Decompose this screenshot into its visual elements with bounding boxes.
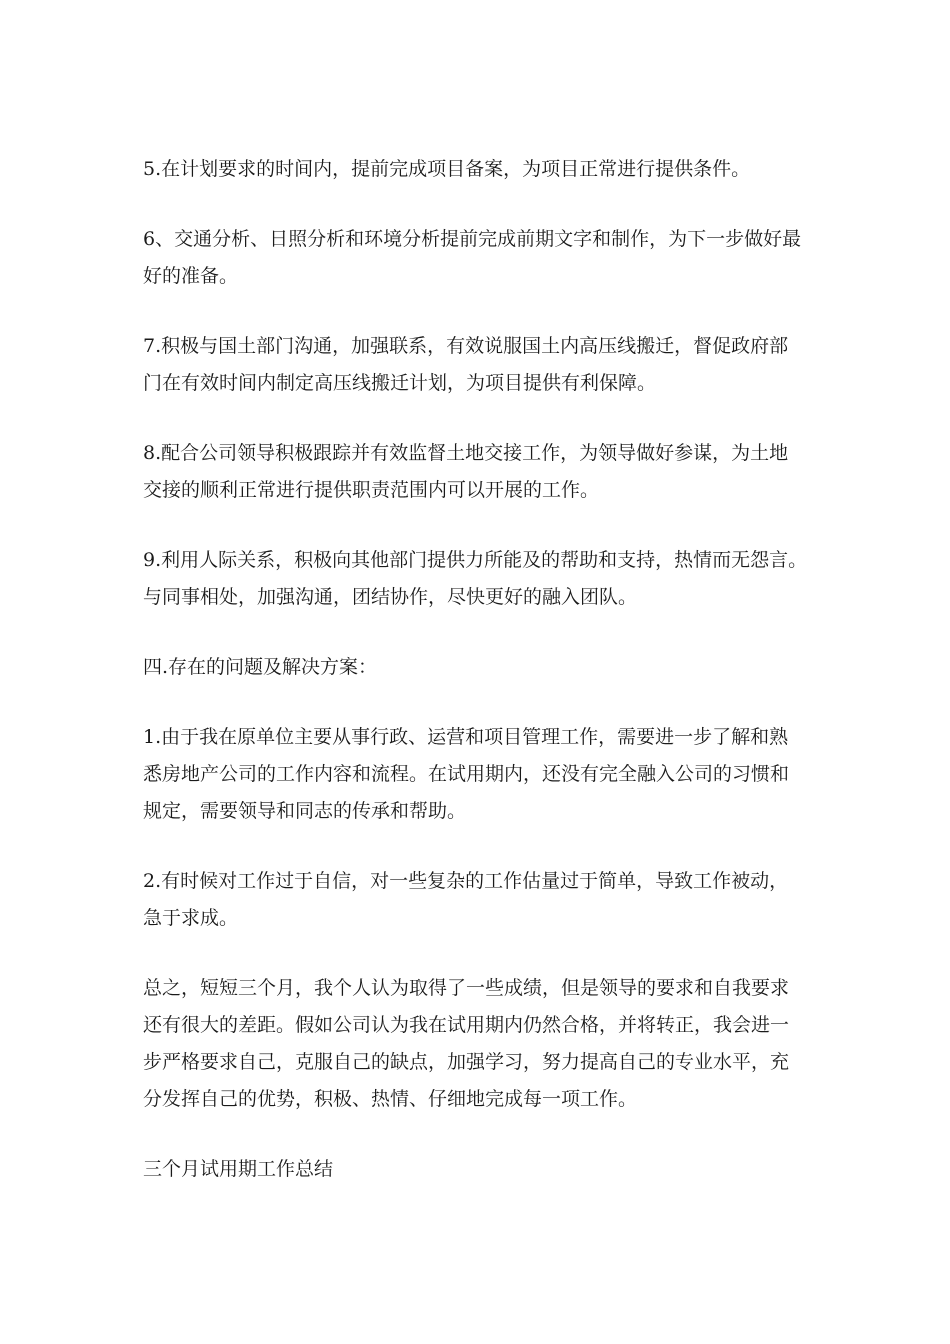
text-line: 总之，短短三个月，我个人认为取得了一些成绩，但是领导的要求和自我要求: [143, 977, 790, 999]
problem-item-2: [143, 863, 823, 937]
text-line: 2.有时候对工作过于自信，对一些复杂的工作估量过于简单，导致工作被动，: [143, 870, 789, 892]
text-line: 7.积极与国土部门沟通，加强联系，有效说服国土内高压线搬迁，督促政府部: [143, 335, 789, 357]
paragraph-item-9: [143, 542, 823, 616]
text-line: 5.在计划要求的时间内，提前完成项目备案，为项目正常进行提供条件。: [143, 158, 751, 180]
text-line: 分发挥自己的优势，积极、热情、仔细地完成每一项工作。: [143, 1088, 638, 1110]
heading-text: 四.存在的问题及解决方案：: [143, 656, 378, 678]
text-line: 还有很大的差距。假如公司认为我在试用期内仍然合格，并将转正，我会进一: [143, 1014, 790, 1036]
conclusion-paragraph: [143, 970, 823, 1118]
text-line: 8.配合公司领导积极跟踪并有效监督土地交接工作，为领导做好参谋，为土地: [143, 442, 789, 464]
section-heading: [143, 649, 823, 686]
text-line: 门在有效时间内制定高压线搬迁计划，为项目提供有利保障。: [143, 372, 657, 394]
text-line: 9.利用人际关系，积极向其他部门提供力所能及的帮助和支持，热情而无怨言。: [143, 549, 808, 571]
text-line: 6、交通分析、日照分析和环境分析提前完成前期文字和制作，为下一步做好最: [143, 228, 802, 250]
paragraph-item-8: [143, 435, 823, 509]
paragraph-item-5: [143, 151, 823, 188]
document-body: [143, 151, 823, 1221]
text-line: 规定，需要领导和同志的传承和帮助。: [143, 800, 467, 822]
text-line: 与同事相处，加强沟通，团结协作，尽快更好的融入团队。: [143, 586, 638, 608]
text-line: 好的准备。: [143, 265, 239, 287]
paragraph-item-6: [143, 221, 823, 295]
text-line: 悉房地产公司的工作内容和流程。在试用期内，还没有完全融入公司的习惯和: [143, 763, 790, 785]
text-line: 步严格要求自己，克服自己的缺点，加强学习，努力提高自己的专业水平，充: [143, 1051, 790, 1073]
paragraph-item-7: [143, 328, 823, 402]
text-line: 急于求成。: [143, 907, 239, 929]
problem-item-1: [143, 719, 823, 830]
text-line: 交接的顺利正常进行提供职责范围内可以开展的工作。: [143, 479, 600, 501]
next-section-title: [143, 1151, 823, 1188]
title-text: 三个月试用期工作总结: [143, 1158, 334, 1180]
text-line: 1.由于我在原单位主要从事行政、运营和项目管理工作，需要进一步了解和熟: [143, 726, 789, 748]
